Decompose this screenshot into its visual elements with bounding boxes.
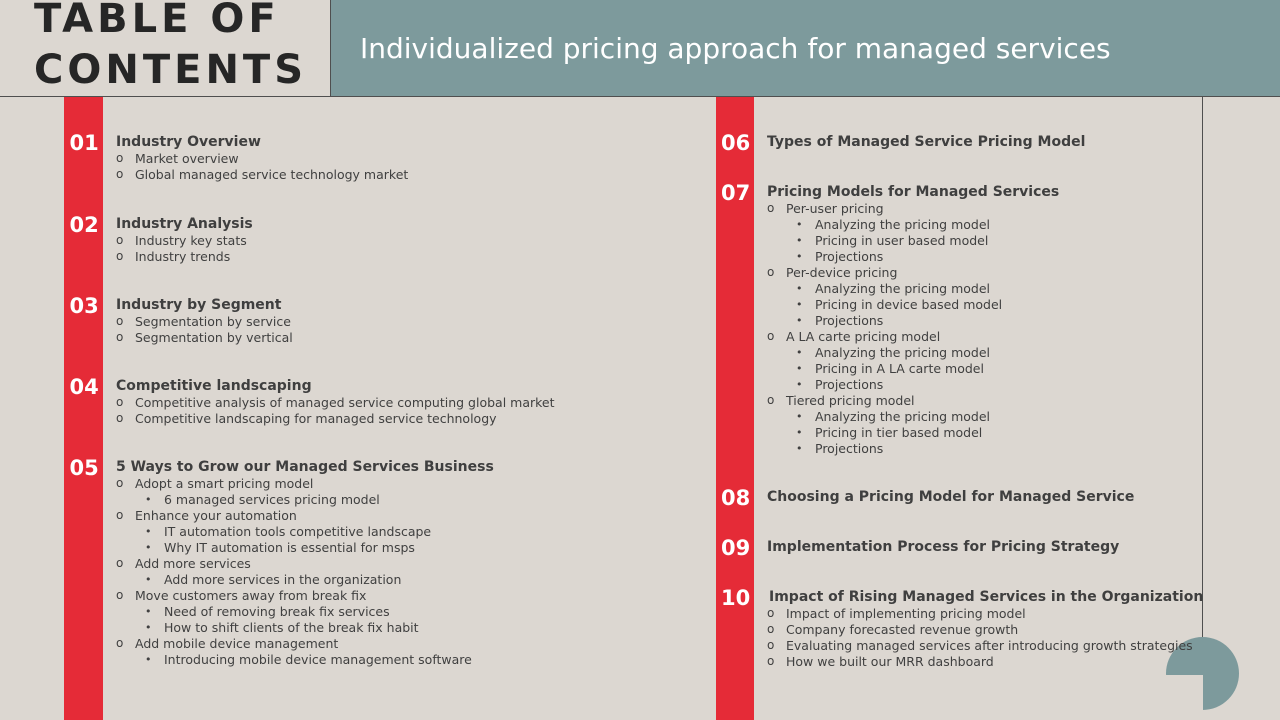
toc-item[interactable]: o Segmentation by vertical	[116, 330, 293, 346]
section-number: 01	[69, 131, 99, 155]
toc-subitem[interactable]: • Analyzing the pricing model	[767, 409, 1059, 425]
section-number: 03	[69, 294, 99, 318]
section-number: 07	[721, 181, 751, 205]
section-title: Industry Overview	[116, 134, 261, 150]
section-09[interactable]	[721, 536, 1120, 560]
toc-item[interactable]: o Enhance your automation	[116, 508, 494, 524]
section-number: 04	[69, 375, 99, 399]
header-bar	[330, 0, 1280, 96]
section-number: 06	[721, 131, 751, 155]
toc-item[interactable]: o Evaluating managed services after introducing growth strategies	[767, 638, 1203, 654]
toc-item[interactable]: o Market overview	[116, 151, 408, 167]
section-08[interactable]	[721, 486, 1135, 510]
section-title: Pricing Models for Managed Services	[767, 184, 1060, 200]
section-title: Industry Analysis	[116, 216, 253, 232]
toc-heading	[34, 0, 307, 96]
toc-subitem[interactable]: • Pricing in device based model	[767, 297, 1059, 313]
section-title: Industry by Segment	[116, 297, 282, 313]
toc-item[interactable]: o Global managed service technology market	[116, 167, 408, 183]
section-06[interactable]	[721, 131, 1086, 155]
toc-subitem[interactable]: • IT automation tools competitive landscape	[116, 524, 494, 540]
section-title: Types of Managed Service Pricing Model	[767, 134, 1086, 150]
toc-subitem[interactable]: • Pricing in A LA carte model	[767, 361, 1059, 377]
toc-item[interactable]: o Per-user pricing	[767, 201, 1059, 217]
toc-subitem[interactable]: • Projections	[767, 377, 1059, 393]
toc-item[interactable]: o Adopt a smart pricing model	[116, 476, 494, 492]
toc-subitem[interactable]: • How to shift clients of the break fix habit	[116, 620, 494, 636]
toc-item[interactable]: o Industry trends	[116, 249, 253, 265]
section-number: 10	[721, 586, 751, 610]
toc-subitem[interactable]: • Introducing mobile device management software	[116, 652, 494, 668]
toc-subitem[interactable]: • Projections	[767, 313, 1059, 329]
toc-subitem[interactable]: • Analyzing the pricing model	[767, 217, 1059, 233]
toc-subitem[interactable]: • Analyzing the pricing model	[767, 345, 1059, 361]
toc-item[interactable]: o How we built our MRR dashboard	[767, 654, 1203, 670]
header-divider	[0, 96, 1280, 97]
toc-item[interactable]: o Move customers away from break fix	[116, 588, 494, 604]
section-number: 02	[69, 213, 99, 237]
section-title: Implementation Process for Pricing Strategy	[767, 539, 1120, 555]
section-05[interactable]	[69, 456, 494, 668]
toc-item[interactable]: o Competitive landscaping for managed service technology	[116, 411, 555, 427]
section-02[interactable]	[69, 213, 253, 265]
section-04[interactable]	[69, 375, 555, 427]
decorative-circle-notch	[1166, 675, 1203, 720]
toc-subitem[interactable]: • Pricing in user based model	[767, 233, 1059, 249]
toc-item[interactable]: o Tiered pricing model	[767, 393, 1059, 409]
toc-item[interactable]: o Competitive analysis of managed service computing global market	[116, 395, 555, 411]
toc-heading-line1: TABLE OF	[34, 0, 280, 42]
toc-subitem[interactable]: • 6 managed services pricing model	[116, 492, 494, 508]
section-title: Choosing a Pricing Model for Managed Service	[767, 489, 1135, 505]
toc-item[interactable]: o Company forecasted revenue growth	[767, 622, 1203, 638]
section-10[interactable]	[721, 586, 1204, 670]
toc-subitem[interactable]: • Projections	[767, 249, 1059, 265]
toc-item[interactable]: o Add more services	[116, 556, 494, 572]
section-07[interactable]	[721, 181, 1060, 457]
section-title: Impact of Rising Managed Services in the Organization	[769, 589, 1204, 605]
toc-subitem[interactable]: • Add more services in the organization	[116, 572, 494, 588]
toc-subitem[interactable]: • Why IT automation is essential for msps	[116, 540, 494, 556]
toc-subitem[interactable]: • Pricing in tier based model	[767, 425, 1059, 441]
section-number: 05	[69, 456, 99, 480]
section-number: 08	[721, 486, 751, 510]
section-03[interactable]	[69, 294, 293, 346]
toc-item[interactable]: o Add mobile device management	[116, 636, 494, 652]
section-title: Competitive landscaping	[116, 378, 312, 394]
toc-subitem[interactable]: • Projections	[767, 441, 1059, 457]
left-red-stripe	[64, 97, 103, 720]
toc-item[interactable]: o Industry key stats	[116, 233, 253, 249]
toc-item[interactable]: o Segmentation by service	[116, 314, 293, 330]
section-01[interactable]	[69, 131, 409, 183]
toc-subitem[interactable]: • Analyzing the pricing model	[767, 281, 1059, 297]
page-title: Individualized pricing approach for managed services	[360, 32, 1111, 65]
toc-heading-line2: CONTENTS	[34, 47, 308, 93]
toc-subitem[interactable]: • Need of removing break fix services	[116, 604, 494, 620]
section-title: 5 Ways to Grow our Managed Services Business	[116, 459, 494, 475]
section-number: 09	[721, 536, 751, 560]
toc-item[interactable]: o Impact of implementing pricing model	[767, 606, 1203, 622]
toc-item[interactable]: o Per-device pricing	[767, 265, 1059, 281]
toc-item[interactable]: o A LA carte pricing model	[767, 329, 1059, 345]
